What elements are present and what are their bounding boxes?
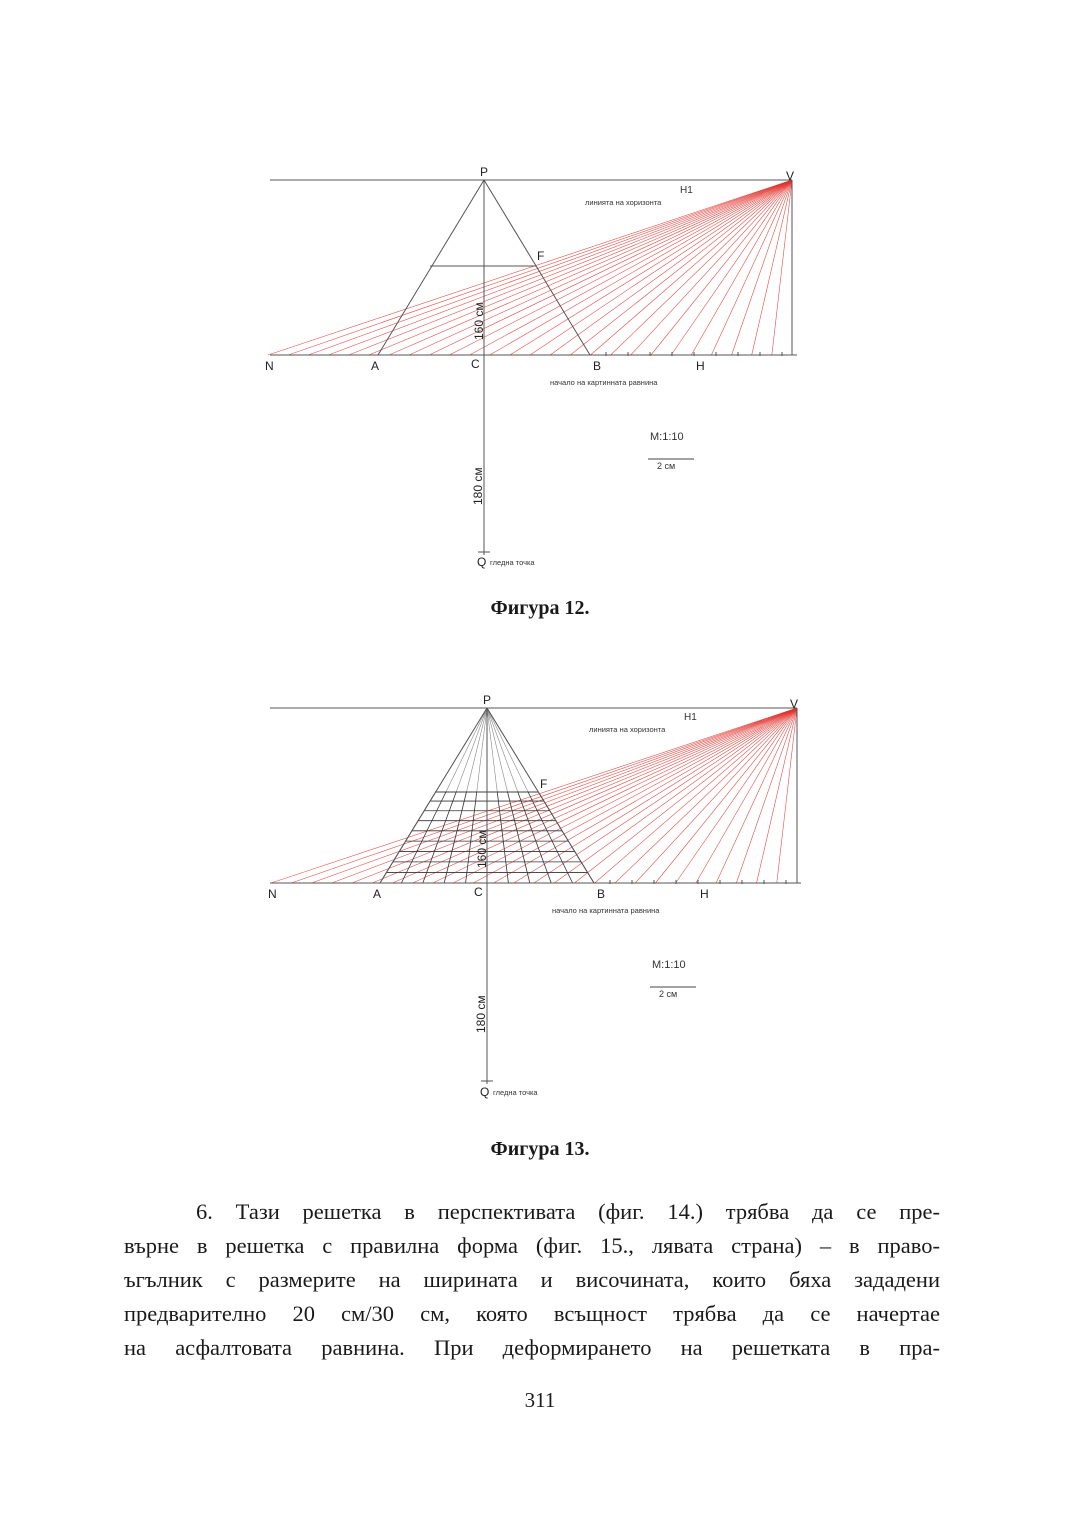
red-fan-line [554, 708, 797, 883]
red-fan-line [691, 180, 792, 355]
label-q: Q [480, 1085, 490, 1099]
red-fan-line [615, 708, 797, 883]
red-fan-line [332, 708, 797, 883]
red-fan-line [651, 180, 792, 355]
label-h1: H1 [684, 712, 697, 723]
paragraph-line: на асфалтовата равнина. При деформирането на решетката в пра- [124, 1335, 940, 1360]
label-h: H [696, 359, 705, 373]
red-fan-line [772, 180, 792, 355]
label-n: N [265, 359, 274, 373]
grid-line [477, 708, 487, 792]
figure-13-diagram [0, 678, 1080, 1108]
label-height: 160 см [472, 302, 486, 340]
grid-line [487, 708, 508, 792]
line-pb [487, 708, 594, 883]
paragraph-line: върне в решетка с правилна форма (фиг. 15., лявата страна) – в право- [124, 1233, 940, 1258]
red-fan-line [291, 708, 797, 883]
paragraph-line: ъгълник с размерите на ширината и височината, които бяха зададени [124, 1267, 940, 1292]
label-picture-plane: начало на картинната равнина [552, 906, 660, 915]
label-distance: 180 см [474, 995, 488, 1033]
red-fan-line [574, 708, 797, 883]
label-p: P [480, 165, 489, 179]
line-pa [378, 180, 484, 355]
red-fan-line [268, 180, 792, 355]
red-fan-line [369, 180, 792, 355]
fig13-red-fan [271, 708, 797, 883]
figure-12-caption: Фигура 12. [490, 597, 590, 619]
red-fan-line [655, 708, 797, 883]
label-horizon: линията на хоризонта [585, 198, 662, 207]
paragraph-line: 6. Тази решетка в перспективата (фиг. 14.) трябва да се пре- [196, 1199, 940, 1224]
red-fan-line [514, 708, 797, 883]
label-viewpoint: гледна точка [490, 558, 535, 567]
label-h: H [700, 887, 709, 901]
label-scale: M:1:10 [652, 959, 686, 971]
label-scale: M:1:10 [650, 431, 684, 443]
red-fan-line [308, 180, 792, 355]
label-horizon: линията на хоризонта [589, 725, 666, 734]
label-q: Q [477, 555, 487, 569]
red-fan-line [352, 708, 797, 883]
label-h1: H1 [680, 185, 693, 196]
label-scale-bar: 2 см [657, 461, 676, 471]
label-c: C [474, 885, 483, 899]
red-fan-line [271, 708, 797, 883]
red-fan-line [372, 708, 797, 883]
red-fan-line [711, 180, 792, 355]
label-a: A [373, 887, 382, 901]
red-fan-line [716, 708, 797, 883]
red-fan-line [635, 708, 797, 883]
grid-line [446, 708, 487, 792]
red-fan-line [473, 708, 797, 883]
label-v: V [790, 697, 799, 711]
red-fan-line [311, 708, 797, 883]
paragraph-line: предварително 20 см/30 см, която всъщност трябва да се начертае [124, 1301, 940, 1326]
label-v: V [786, 169, 795, 183]
fig13-construction-lines [270, 708, 801, 1084]
body-paragraph [124, 1195, 940, 1365]
label-b: B [597, 887, 606, 901]
label-f: F [540, 777, 548, 791]
label-c: C [471, 357, 480, 371]
red-fan-line [288, 180, 792, 355]
fig12-red-fan [268, 180, 792, 355]
label-picture-plane: начало на картинната равнина [550, 378, 658, 387]
red-fan-line [494, 708, 797, 883]
figure-13-caption: Фигура 13. [490, 1138, 590, 1160]
grid-line [487, 708, 497, 792]
label-height: 160 см [475, 830, 489, 868]
label-distance: 180 см [471, 467, 485, 505]
red-fan-line [328, 180, 792, 355]
fig12-construction-lines [270, 180, 797, 555]
label-f: F [537, 249, 545, 263]
label-n: N [268, 887, 277, 901]
label-p: P [483, 693, 492, 707]
grid-line [487, 708, 528, 792]
red-fan-line [777, 708, 797, 883]
label-viewpoint: гледна точка [493, 1088, 538, 1097]
grid-line [466, 708, 487, 792]
red-fan-line [757, 708, 797, 883]
grid-line [444, 792, 466, 883]
page-number: 311 [524, 1388, 556, 1412]
red-fan-line [696, 708, 797, 883]
label-b: B [593, 359, 602, 373]
label-a: A [371, 359, 380, 373]
red-fan-line [413, 708, 797, 883]
label-scale-bar: 2 см [659, 989, 678, 999]
line-pb [484, 180, 590, 355]
red-fan-line [752, 180, 792, 355]
figure-12-diagram [0, 150, 1080, 580]
red-fan-line [534, 708, 797, 883]
red-fan-line [349, 180, 792, 355]
